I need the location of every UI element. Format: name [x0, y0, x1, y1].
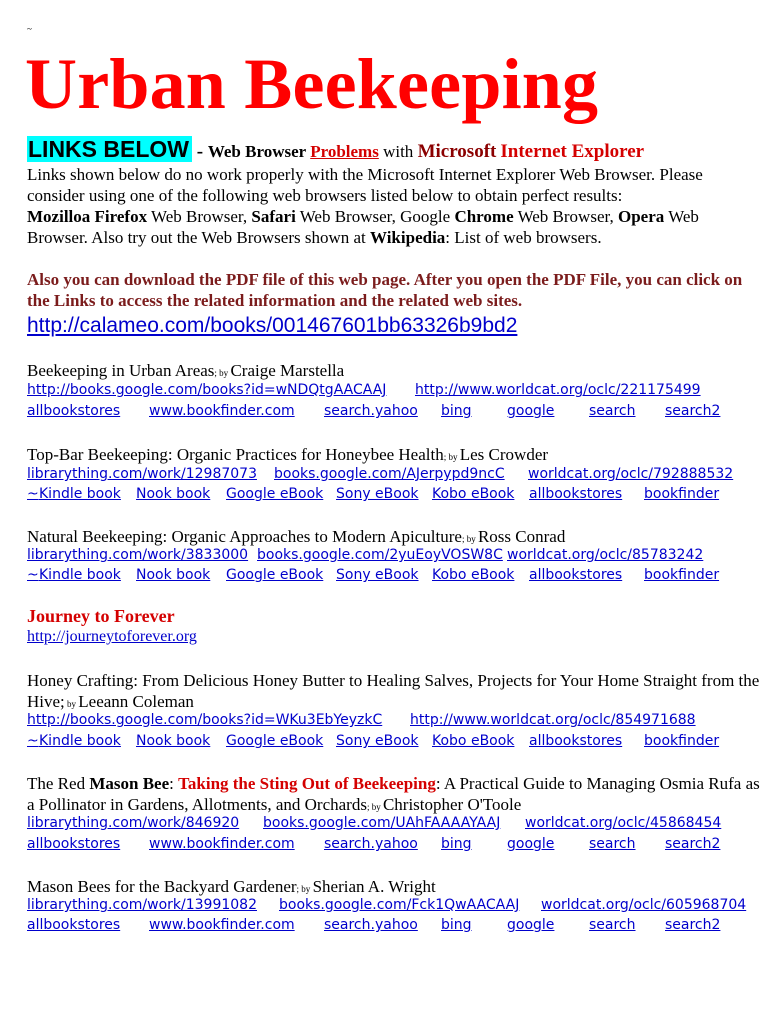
intro-t3: Web Browser, — [513, 207, 618, 226]
book-3-kobo-link[interactable]: Kobo eBook — [432, 567, 515, 583]
book-2-worldcat-link[interactable]: worldcat.org/oclc/792888532 — [528, 466, 734, 482]
backyard-allbookstores-link[interactable]: allbookstores — [27, 917, 121, 933]
honey-google-books-link[interactable]: http://books.google.com/books?id=WKu3EbYeyzkC — [27, 712, 383, 728]
intro-t4: Web Browser. Also try out the Web Browsers shown at — [27, 207, 699, 247]
book-3-google-ebook-link[interactable]: Google eBook — [226, 567, 324, 583]
links-below-highlight: LINKS BELOW — [27, 136, 192, 162]
book-2-sony-link[interactable]: Sony eBook — [336, 486, 419, 502]
book-3-kindle-link[interactable]: Kindle book — [39, 567, 121, 583]
intro-t1: Web Browser, — [147, 207, 252, 226]
book-1-links-row-1 — [27, 382, 767, 402]
mason-yahoo-link[interactable]: search.yahoo — [324, 836, 418, 852]
backyard-bing-link[interactable]: bing — [441, 917, 472, 933]
book-3-bookfinder-link[interactable]: bookfinder — [644, 567, 720, 583]
book-3-nook-link[interactable]: Nook book — [136, 567, 211, 583]
pdf-note: Also you can download the PDF file of this web page. After you open the PDF File, you can click on the Links to access the related information and the related web sites. — [27, 270, 743, 310]
mason-red-title: Taking the Sting Out of Beekeeping — [178, 774, 436, 793]
honey-links-row-1 — [27, 712, 767, 732]
book-3-sony-link[interactable]: Sony eBook — [336, 567, 419, 583]
mason-google-link[interactable]: google — [507, 836, 555, 852]
with-text: with — [378, 142, 418, 161]
backyard-links-row-2 — [27, 917, 767, 937]
honey-bookfinder-link[interactable]: bookfinder — [644, 733, 720, 749]
intro-t5: : List of web browsers. — [445, 228, 602, 247]
backyard-librarything-link[interactable]: librarything.com/work/13991082 — [27, 897, 257, 913]
book-3-google-books-link[interactable]: books.google.com/2yuEoyVOSW8C — [257, 547, 503, 563]
backyard-google-books-link[interactable]: books.google.com/Fck1QwAACAAJ — [279, 897, 520, 913]
honey-worldcat-link[interactable]: http://www.worldcat.org/oclc/854971688 — [410, 712, 696, 728]
book-2-links-row-1 — [27, 466, 767, 486]
backyard-author: Sherian A. Wright — [312, 877, 436, 896]
microsoft-text: Microsoft — [417, 141, 497, 162]
book-1-bookfinder-link[interactable]: www.bookfinder.com — [149, 403, 295, 419]
book-3-links-row-1 — [27, 547, 767, 567]
backyard-by: ; by — [296, 884, 313, 894]
mason-bing-link[interactable]: bing — [441, 836, 472, 852]
honey-links-row-2 — [27, 733, 767, 753]
book-2-title: Top-Bar Beekeeping: Organic Practices for Honeybee Health — [27, 445, 444, 464]
book-2-kindle-link[interactable]: Kindle book — [39, 486, 121, 502]
honey-google-ebook-link[interactable]: Google eBook — [226, 733, 324, 749]
mason-links-row-2 — [27, 836, 767, 856]
book-3-links-row-2 — [27, 567, 767, 587]
book-title-2 — [27, 444, 762, 468]
honey-sony-link[interactable]: Sony eBook — [336, 733, 419, 749]
book-1-search-link[interactable]: search — [589, 403, 636, 419]
mason-links-row-1 — [27, 815, 767, 835]
book-1-google-link[interactable]: google — [507, 403, 555, 419]
book-3-title: Natural Beekeeping: Organic Approaches to Modern Apiculture — [27, 527, 462, 546]
book-1-search2-link[interactable]: search2 — [665, 403, 721, 419]
backyard-search2-link[interactable]: search2 — [665, 917, 721, 933]
book-2-author: Les Crowder — [459, 445, 549, 464]
book-2-bookfinder-link[interactable]: bookfinder — [644, 486, 720, 502]
backyard-bookfinder-link[interactable]: www.bookfinder.com — [149, 917, 295, 933]
book-1-bing-link[interactable]: bing — [441, 403, 472, 419]
mason-colon: : — [169, 774, 179, 793]
book-title-1 — [27, 360, 762, 384]
intro-t2: Web Browser, Google — [295, 207, 455, 226]
links-dash: - — [192, 141, 208, 162]
book-3-allbookstores-link[interactable]: allbookstores — [529, 567, 623, 583]
tilde-mark: ~ — [27, 24, 32, 34]
honey-allbookstores-link[interactable]: allbookstores — [529, 733, 623, 749]
book-3-by: ; by — [461, 534, 478, 544]
book-3-tilde: ~ — [27, 567, 39, 583]
honey-nook-link[interactable]: Nook book — [136, 733, 211, 749]
book-2-tilde: ~ — [27, 486, 39, 502]
book-1-title: Beekeeping in Urban Areas — [27, 361, 215, 380]
mason-worldcat-link[interactable]: worldcat.org/oclc/45868454 — [525, 815, 722, 831]
book-2-google-books-link[interactable]: books.google.com/AJerpypd9ncC — [274, 466, 505, 482]
mason-google-books-link[interactable]: books.google.com/UAhFAAAAYAAJ — [263, 815, 501, 831]
mason-by: ; by — [366, 802, 383, 812]
book-2-google-ebook-link[interactable]: Google eBook — [226, 486, 324, 502]
problems-link[interactable]: Problems — [310, 142, 379, 161]
mason-pre: The Red — [27, 774, 90, 793]
book-3-author: Ross Conrad — [477, 527, 566, 546]
backyard-worldcat-link[interactable]: worldcat.org/oclc/605968704 — [541, 897, 747, 913]
honey-by: by — [64, 699, 79, 709]
internet-explorer-text: Internet Explorer — [500, 141, 645, 162]
backyard-google-link[interactable]: google — [507, 917, 555, 933]
book-2-links-row-2 — [27, 486, 767, 506]
book-2-librarything-link[interactable]: librarything.com/work/12987073 — [27, 466, 257, 482]
mason-search-link[interactable]: search — [589, 836, 636, 852]
backyard-search-link[interactable]: search — [589, 917, 636, 933]
wikipedia-text: Wikipedia — [370, 228, 446, 247]
book-1-worldcat-link[interactable]: http://www.worldcat.org/oclc/221175499 — [415, 382, 701, 398]
mason-search2-link[interactable]: search2 — [665, 836, 721, 852]
book-1-google-books-link[interactable]: http://books.google.com/books?id=wNDQtgAACAAJ — [27, 382, 387, 398]
book-1-allbookstores-link[interactable]: allbookstores — [27, 403, 121, 419]
journey-header: Journey to Forever — [27, 606, 175, 626]
backyard-title: Mason Bees for the Backyard Gardener — [27, 877, 297, 896]
book-2-nook-link[interactable]: Nook book — [136, 486, 211, 502]
honey-kobo-link[interactable]: Kobo eBook — [432, 733, 515, 749]
honey-book-title — [27, 670, 762, 715]
book-3-librarything-link[interactable]: librarything.com/work/3833000 — [27, 547, 249, 563]
book-3-worldcat-link[interactable]: worldcat.org/oclc/85783242 — [507, 547, 704, 563]
honey-title: Honey Crafting: From Delicious Honey Butter to Healing Salves, Projects for Your Home Straight from the Hive; — [27, 671, 760, 711]
book-2-kobo-link[interactable]: Kobo eBook — [432, 486, 515, 502]
page-title: Urban Beekeeping — [25, 44, 599, 124]
honey-kindle-link[interactable]: Kindle book — [39, 733, 121, 749]
mason-rest: : A Practical Guide to Managing Osmia Rufa as a Pollinator in Gardens, Allotments, and Orchards — [27, 774, 760, 814]
opera-text: Opera — [617, 207, 665, 226]
book-1-yahoo-link[interactable]: search.yahoo — [324, 403, 418, 419]
mason-librarything-link[interactable]: librarything.com/work/846920 — [27, 815, 240, 831]
firefox-text: Mozilloa Firefox — [27, 207, 148, 226]
book-1-author: Craige Marstella — [230, 361, 345, 380]
book-2-allbookstores-link[interactable]: allbookstores — [529, 486, 623, 502]
intro-text: Links shown below do no work properly with the Microsoft Internet Explorer Web Browser. Please consider using one of the following web browsers listed below to obtain perfect results: — [27, 165, 703, 205]
calameo-link[interactable]: http://calameo.com/books/001467601bb63326b9bd2 — [27, 314, 518, 337]
intro-paragraph — [27, 164, 762, 248]
chrome-text: Chrome — [454, 207, 514, 226]
backyard-yahoo-link[interactable]: search.yahoo — [324, 917, 418, 933]
journey-link[interactable]: http://journeytoforever.org — [27, 628, 197, 645]
book-1-links-row-2 — [27, 403, 767, 423]
mason-bookfinder-link[interactable]: www.bookfinder.com — [149, 836, 295, 852]
web-browser-text: Web Browser — [207, 142, 307, 161]
safari-text: Safari — [251, 207, 296, 226]
backyard-links-row-1 — [27, 897, 767, 917]
mason-bold: Mason Bee — [89, 774, 170, 793]
mason-author: Christopher O'Toole — [382, 795, 522, 814]
honey-tilde: ~ — [27, 733, 39, 749]
book-2-by: ; by — [443, 452, 460, 462]
mason-allbookstores-link[interactable]: allbookstores — [27, 836, 121, 852]
honey-author: Leeann Coleman — [78, 692, 194, 711]
mason-book-title — [27, 773, 762, 818]
book-1-by: ; by — [214, 368, 231, 378]
links-below-line — [27, 136, 644, 166]
